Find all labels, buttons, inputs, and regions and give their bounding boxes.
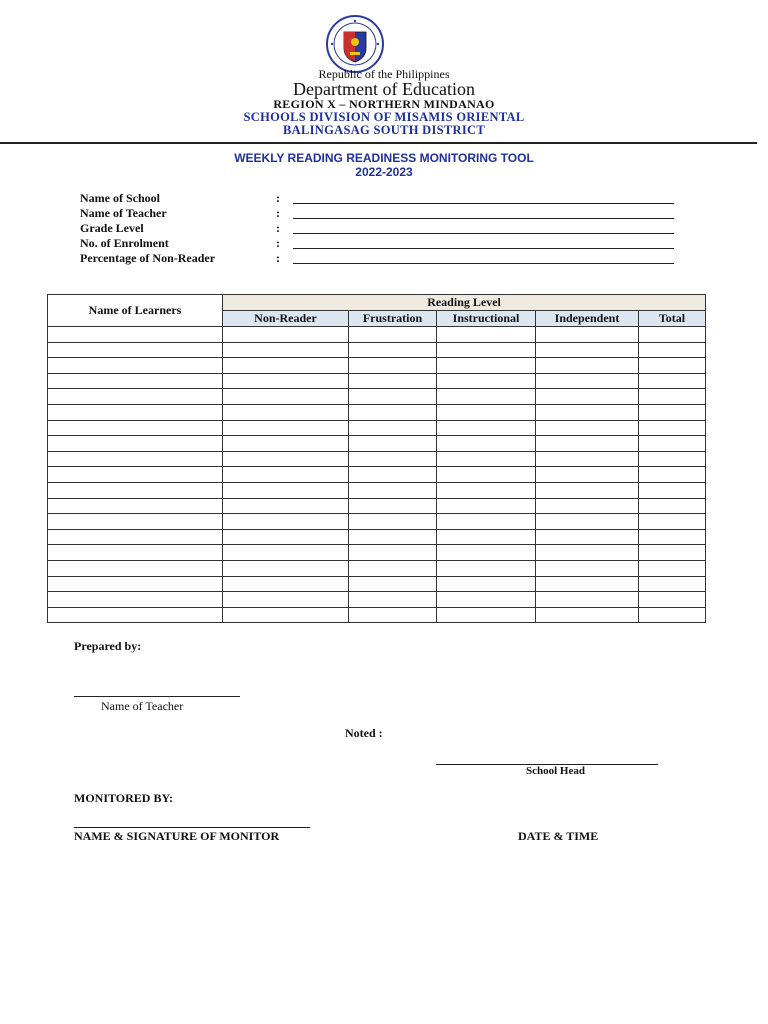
reading-level-cell[interactable] <box>437 514 536 530</box>
table-row <box>48 514 706 530</box>
table-row <box>48 607 706 623</box>
reading-level-header: Reading Level <box>223 295 706 311</box>
reading-level-cell[interactable] <box>349 498 437 514</box>
date-time-label: DATE & TIME <box>518 829 599 843</box>
table-row <box>48 482 706 498</box>
learner-name-cell[interactable] <box>48 482 223 498</box>
reading-level-cell[interactable] <box>349 576 437 592</box>
reading-level-cell[interactable] <box>639 514 706 530</box>
reading-level-cell[interactable] <box>349 592 437 608</box>
table-row <box>48 529 706 545</box>
reading-level-cell[interactable] <box>639 373 706 389</box>
reading-level-cell[interactable] <box>536 576 639 592</box>
reading-level-cell[interactable] <box>349 420 437 436</box>
reading-level-cell[interactable] <box>223 451 349 467</box>
reading-level-table <box>47 294 706 623</box>
reading-level-cell[interactable] <box>349 389 437 405</box>
reading-level-cell[interactable] <box>536 404 639 420</box>
learner-name-cell[interactable] <box>48 560 223 576</box>
republic-heading: Republic of the Philippines <box>318 67 450 81</box>
table-body <box>48 327 706 623</box>
reading-level-cell[interactable] <box>536 592 639 608</box>
reading-level-cell[interactable] <box>639 389 706 405</box>
learner-name-cell[interactable] <box>48 389 223 405</box>
table-row <box>48 342 706 358</box>
reading-level-cell[interactable] <box>437 482 536 498</box>
reading-level-cell[interactable] <box>437 389 536 405</box>
reading-level-cell[interactable] <box>223 467 349 483</box>
school-head-label: School Head <box>526 765 585 777</box>
reading-level-cell[interactable] <box>639 451 706 467</box>
reading-level-cell[interactable] <box>536 560 639 576</box>
reading-level-cell[interactable] <box>437 560 536 576</box>
table-row <box>48 467 706 483</box>
division-heading: SCHOOLS DIVISION OF MISAMIS ORIENTAL <box>243 110 525 124</box>
learner-name-cell[interactable] <box>48 327 223 343</box>
learner-name-cell[interactable] <box>48 358 223 374</box>
teacher-name-line[interactable] <box>293 218 674 219</box>
reading-level-cell[interactable] <box>223 342 349 358</box>
reading-level-cell[interactable] <box>437 404 536 420</box>
reading-level-cell[interactable] <box>223 545 349 561</box>
reading-level-cell[interactable] <box>639 327 706 343</box>
reading-level-cell[interactable] <box>536 607 639 623</box>
info-colon: : <box>276 251 280 265</box>
learner-name-cell[interactable] <box>48 420 223 436</box>
school-name-line[interactable] <box>293 203 674 204</box>
info-label: Percentage of Non-Reader <box>80 251 216 265</box>
reading-level-cell[interactable] <box>639 560 706 576</box>
reading-level-cell[interactable] <box>639 404 706 420</box>
learner-name-cell[interactable] <box>48 514 223 530</box>
region-heading: REGION X – NORTHERN MINDANAO <box>273 97 495 111</box>
table-row <box>48 373 706 389</box>
reading-level-cell[interactable] <box>223 373 349 389</box>
table-row <box>48 560 706 576</box>
info-label: Name of Teacher <box>80 206 167 220</box>
reading-level-cell[interactable] <box>536 514 639 530</box>
info-row-school <box>80 191 680 206</box>
reading-level-cell[interactable] <box>437 420 536 436</box>
reading-level-cell[interactable] <box>639 498 706 514</box>
monitored-by-label: MONITORED BY: <box>74 791 174 805</box>
reading-level-cell[interactable] <box>223 436 349 452</box>
reading-level-cell[interactable] <box>223 560 349 576</box>
col-total: Total <box>639 311 706 327</box>
reading-level-cell[interactable] <box>437 327 536 343</box>
name-of-learners-header: Name of Learners <box>48 295 223 327</box>
reading-level-cell[interactable] <box>349 482 437 498</box>
reading-level-cell[interactable] <box>536 389 639 405</box>
info-label: No. of Enrolment <box>80 236 169 250</box>
table-row <box>48 451 706 467</box>
district-heading: BALINGASAG SOUTH DISTRICT <box>283 123 485 137</box>
learner-name-cell[interactable] <box>48 498 223 514</box>
learner-name-cell[interactable] <box>48 607 223 623</box>
reading-level-cell[interactable] <box>639 529 706 545</box>
reading-level-cell[interactable] <box>639 592 706 608</box>
reading-level-cell[interactable] <box>639 607 706 623</box>
prepared-by-label: Prepared by: <box>74 639 142 653</box>
reading-level-cell[interactable] <box>349 404 437 420</box>
enrolment-line[interactable] <box>293 248 674 249</box>
table-row <box>48 436 706 452</box>
grade-level-line[interactable] <box>293 233 674 234</box>
reading-level-cell[interactable] <box>437 607 536 623</box>
reading-level-cell[interactable] <box>639 467 706 483</box>
reading-level-cell[interactable] <box>349 373 437 389</box>
info-label: Grade Level <box>80 221 144 235</box>
reading-level-cell[interactable] <box>223 420 349 436</box>
info-colon: : <box>276 236 280 250</box>
reading-level-cell[interactable] <box>223 576 349 592</box>
learner-name-cell[interactable] <box>48 373 223 389</box>
col-frustration: Frustration <box>349 311 437 327</box>
deped-seal-logo <box>320 14 390 74</box>
reading-level-cell[interactable] <box>536 451 639 467</box>
reading-level-cell[interactable] <box>536 373 639 389</box>
reading-level-cell[interactable] <box>437 467 536 483</box>
table-row <box>48 420 706 436</box>
reading-level-cell[interactable] <box>349 342 437 358</box>
reading-level-cell[interactable] <box>223 514 349 530</box>
table-row <box>48 592 706 608</box>
info-colon: : <box>276 221 280 235</box>
reading-level-cell[interactable] <box>437 576 536 592</box>
reading-level-cell[interactable] <box>536 436 639 452</box>
learner-name-cell[interactable] <box>48 467 223 483</box>
noted-label: Noted : <box>345 726 383 740</box>
reading-level-cell[interactable] <box>349 436 437 452</box>
learner-name-cell[interactable] <box>48 576 223 592</box>
table-row <box>48 576 706 592</box>
reading-level-cell[interactable] <box>536 545 639 561</box>
reading-level-cell[interactable] <box>349 545 437 561</box>
reading-level-cell[interactable] <box>437 358 536 374</box>
reading-level-cell[interactable] <box>349 514 437 530</box>
info-colon: : <box>276 206 280 220</box>
reading-level-cell[interactable] <box>536 327 639 343</box>
reading-level-cell[interactable] <box>223 358 349 374</box>
learner-name-cell[interactable] <box>48 592 223 608</box>
reading-level-cell[interactable] <box>349 327 437 343</box>
monitor-signature-line[interactable] <box>74 827 310 828</box>
document-title: WEEKLY READING READINESS MONITORING TOOL <box>234 151 534 165</box>
reading-level-cell[interactable] <box>437 545 536 561</box>
reading-level-cell[interactable] <box>437 373 536 389</box>
teacher-signature-line[interactable] <box>74 696 240 697</box>
reading-level-cell[interactable] <box>437 498 536 514</box>
non-reader-percentage-line[interactable] <box>293 263 674 264</box>
reading-level-cell[interactable] <box>437 436 536 452</box>
table-row <box>48 389 706 405</box>
reading-level-cell[interactable] <box>349 529 437 545</box>
reading-level-cell[interactable] <box>536 342 639 358</box>
reading-level-cell[interactable] <box>223 327 349 343</box>
table-row <box>48 545 706 561</box>
table-row <box>48 498 706 514</box>
reading-level-cell[interactable] <box>223 482 349 498</box>
reading-level-cell[interactable] <box>437 342 536 358</box>
reading-level-cell[interactable] <box>349 560 437 576</box>
reading-level-cell[interactable] <box>349 467 437 483</box>
learner-name-cell[interactable] <box>48 529 223 545</box>
reading-level-cell[interactable] <box>223 389 349 405</box>
reading-level-cell[interactable] <box>349 358 437 374</box>
learner-name-cell[interactable] <box>48 451 223 467</box>
reading-level-cell[interactable] <box>536 498 639 514</box>
name-of-teacher-label: Name of Teacher <box>101 699 184 713</box>
reading-level-cell[interactable] <box>639 420 706 436</box>
reading-level-cell[interactable] <box>639 436 706 452</box>
reading-level-cell[interactable] <box>437 529 536 545</box>
reading-level-cell[interactable] <box>223 498 349 514</box>
reading-level-cell[interactable] <box>639 576 706 592</box>
info-row-non-reader <box>80 251 680 266</box>
monitor-signature-label: NAME & SIGNATURE OF MONITOR <box>74 829 280 843</box>
info-colon: : <box>276 191 280 205</box>
table-row <box>48 327 706 343</box>
info-row-enrolment <box>80 236 680 251</box>
info-label: Name of School <box>80 191 160 205</box>
reading-level-cell[interactable] <box>536 420 639 436</box>
info-row-grade <box>80 221 680 236</box>
reading-level-cell[interactable] <box>639 358 706 374</box>
reading-level-cell[interactable] <box>437 592 536 608</box>
col-non-reader: Non-Reader <box>223 311 349 327</box>
reading-level-cell[interactable] <box>536 467 639 483</box>
learner-name-cell[interactable] <box>48 404 223 420</box>
reading-level-cell[interactable] <box>349 607 437 623</box>
school-year: 2022-2023 <box>355 165 413 179</box>
reading-level-cell[interactable] <box>223 529 349 545</box>
learner-name-cell[interactable] <box>48 436 223 452</box>
reading-level-cell[interactable] <box>536 482 639 498</box>
header-divider <box>0 142 757 144</box>
reading-level-cell[interactable] <box>639 342 706 358</box>
reading-level-cell[interactable] <box>536 529 639 545</box>
col-instructional: Instructional <box>437 311 536 327</box>
reading-level-cell[interactable] <box>437 451 536 467</box>
reading-level-cell[interactable] <box>223 592 349 608</box>
info-row-teacher <box>80 206 680 221</box>
table-row <box>48 358 706 374</box>
learner-name-cell[interactable] <box>48 342 223 358</box>
learner-name-cell[interactable] <box>48 545 223 561</box>
reading-level-cell[interactable] <box>639 482 706 498</box>
reading-level-cell[interactable] <box>639 545 706 561</box>
department-heading: Department of Education <box>293 79 475 99</box>
reading-level-cell[interactable] <box>536 358 639 374</box>
col-independent: Independent <box>536 311 639 327</box>
reading-level-cell[interactable] <box>223 607 349 623</box>
reading-level-cell[interactable] <box>349 451 437 467</box>
reading-level-cell[interactable] <box>223 404 349 420</box>
table-row <box>48 404 706 420</box>
